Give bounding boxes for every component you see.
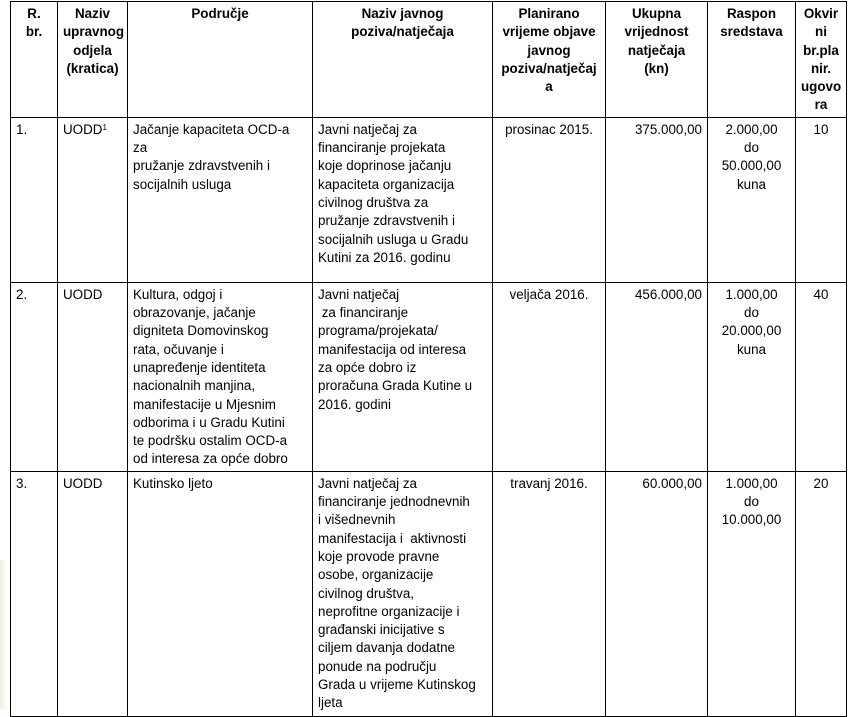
cell-raspon: 1.000,00 do 10.000,00 <box>708 471 796 716</box>
header-okvirni-broj-ugovora: Okvir ni br.pla nir. ugovo ra <box>796 2 847 118</box>
cell-raspon: 2.000,00 do 50.000,00 kuna <box>708 117 796 282</box>
cell-rbr: 3. <box>11 471 58 716</box>
page-edge-tint <box>0 560 7 709</box>
header-podrucje: Područje <box>128 2 313 118</box>
table-row <box>11 117 847 282</box>
header-naziv-poziva: Naziv javnog poziva/natječaja <box>313 2 493 118</box>
table-row <box>11 471 847 716</box>
cell-broj-ugovora: 10 <box>796 117 847 282</box>
header-planirano-vrijeme: Planirano vrijeme objave javnog poziva/natječaj a <box>493 2 606 118</box>
cell-odjel: UODD <box>58 282 128 471</box>
cell-vrijeme-objave: travanj 2016. <box>493 471 606 716</box>
cell-odjel: UODD$^1$ <box>58 117 128 282</box>
table-row <box>11 282 847 471</box>
cell-podrucje: Kutinsko ljeto <box>128 471 313 716</box>
tender-plan-table <box>10 1 847 717</box>
cell-naziv-poziva: Javni natječaj za financiranje programa/projekata/ manifestacija od interesa za opće dobro iz proračuna Grada Kutine u 2016. godini <box>313 282 493 471</box>
cell-ukupna-vrijednost: 375.000,00 <box>606 117 708 282</box>
cell-odjel: UODD <box>58 471 128 716</box>
header-rbr: R. br. <box>11 2 58 118</box>
cell-vrijeme-objave: veljača 2016. <box>493 282 606 471</box>
header-raspon-sredstava: Raspon sredstava <box>708 2 796 118</box>
cell-broj-ugovora: 40 <box>796 282 847 471</box>
cell-podrucje: Jačanje kapaciteta OCD-a za pružanje zdravstvenih i socijalnih usluga <box>128 117 313 282</box>
footnote-mark: 1 <box>102 122 107 132</box>
cell-naziv-poziva: Javni natječaj za financiranje projekata koje doprinose jačanju kapaciteta organizacija civilnog društva za pružanje zdravstvenih i socijalnih usluga u Gradu Kutini za 2016. godinu <box>313 117 493 282</box>
cell-podrucje: Kultura, odgoj i obrazovanje, jačanje digniteta Domovinskog rata, očuvanje i unapređenje identiteta nacionalnih manjina, manifestacije u Mjesnim odborima i u Gradu Kutini te podršku ostalim OCD-a od interesa za opće dobro <box>128 282 313 471</box>
cell-rbr: 1. <box>11 117 58 282</box>
cell-rbr: 2. <box>11 282 58 471</box>
cell-raspon: 1.000,00 do 20.000,00 kuna <box>708 282 796 471</box>
cell-ukupna-vrijednost: 456.000,00 <box>606 282 708 471</box>
cell-naziv-poziva: Javni natječaj za financiranje jednodnevnih i višednevnih manifestacija i aktivnosti koje provode pravne osobe, organizacije civilnog društva, neprofitne organizacije i građanski inicijative s ciljem davanja dodatne ponude na području Grada u vrijeme Kutinskog ljeta <box>313 471 493 716</box>
header-naziv-odjela: Naziv upravnog odjela (kratica) <box>58 2 128 118</box>
header-ukupna-vrijednost: Ukupna vrijednost natječaja (kn) <box>606 2 708 118</box>
cell-ukupna-vrijednost: 60.000,00 <box>606 471 708 716</box>
cell-vrijeme-objave: prosinac 2015. <box>493 117 606 282</box>
header-row <box>11 2 847 118</box>
cell-broj-ugovora: 20 <box>796 471 847 716</box>
